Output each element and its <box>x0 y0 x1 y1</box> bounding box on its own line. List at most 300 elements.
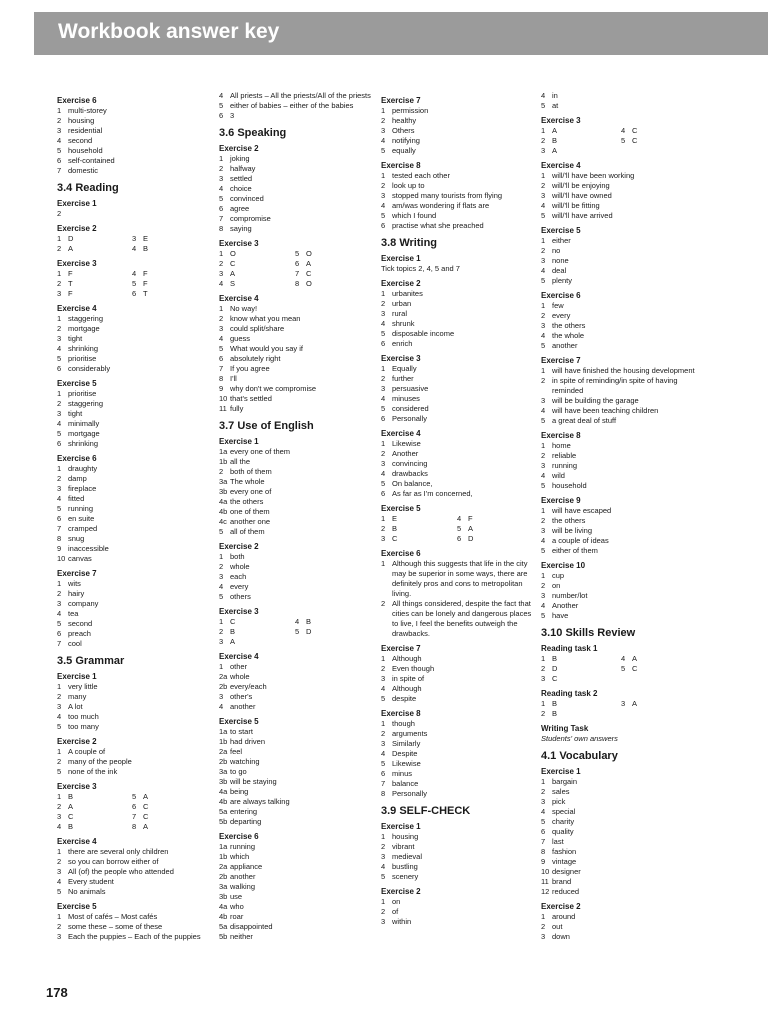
answer-line <box>219 224 371 234</box>
item-number: 3 <box>381 739 386 748</box>
answer-line <box>381 374 533 384</box>
answer-letter: A <box>306 259 312 268</box>
answer-letter: S <box>230 279 236 288</box>
answer-line <box>381 759 533 769</box>
item-number: 4 <box>219 279 224 288</box>
answer-pair <box>295 627 371 637</box>
answer-pair-row <box>57 822 207 832</box>
answer-line <box>57 364 207 374</box>
answer-pair <box>381 514 457 524</box>
answer-text: wild <box>552 471 565 480</box>
item-number: 2a <box>219 862 228 871</box>
answer-text: every/each <box>230 682 267 691</box>
answer-text: disposable income <box>392 329 455 338</box>
item-number: 1a <box>219 727 228 736</box>
item-number: 5b <box>219 817 228 826</box>
item-number: 4b <box>219 912 228 921</box>
answer-text: too much <box>68 712 99 721</box>
exercise-heading: Writing Task <box>541 724 589 733</box>
answer-line <box>57 324 207 334</box>
item-number: 6 <box>457 534 462 543</box>
item-number: 4 <box>381 684 386 693</box>
item-number: 3 <box>381 191 386 200</box>
item-number: 3 <box>381 534 386 543</box>
answer-text: stopped many tourists from flying <box>392 191 503 200</box>
answer-text: another <box>230 872 256 881</box>
answer-line <box>541 546 701 556</box>
item-number: 7 <box>57 639 62 648</box>
item-number: 2 <box>381 664 386 673</box>
item-number: 5 <box>381 146 386 155</box>
answer-text: medieval <box>392 852 423 861</box>
answer-pair <box>132 244 207 254</box>
item-number: 5 <box>57 619 62 628</box>
answer-line <box>381 211 533 221</box>
answer-line <box>541 256 701 266</box>
item-number: 4 <box>541 91 546 100</box>
answer-line <box>57 334 207 344</box>
item-number: 2 <box>541 787 546 796</box>
answer-text: will/'ll have arrived <box>552 211 613 220</box>
answer-text: residential <box>68 126 103 135</box>
item-number: 4b <box>219 507 228 516</box>
answer-line <box>219 91 371 101</box>
answer-text: some these – some of these <box>68 922 163 931</box>
answer-text: second <box>68 136 93 145</box>
item-number: 2 <box>541 709 546 718</box>
answer-line <box>541 236 701 246</box>
item-number: 3 <box>541 674 546 683</box>
answer-text: choice <box>230 184 252 193</box>
answer-line <box>57 639 207 649</box>
item-number: 4 <box>457 514 462 523</box>
answer-line <box>219 204 371 214</box>
answer-letter: B <box>552 136 558 145</box>
answer-text: another <box>552 341 578 350</box>
answer-line <box>381 404 533 414</box>
answer-text: balance <box>392 779 419 788</box>
item-number: 4 <box>57 419 62 428</box>
answer-line <box>541 246 701 256</box>
answer-pair <box>132 269 207 279</box>
answer-letter: B <box>392 524 398 533</box>
exercise-heading: Exercise 4 <box>57 304 97 313</box>
item-number: 4 <box>621 654 626 663</box>
answer-line <box>381 694 533 704</box>
answer-line <box>57 579 207 589</box>
item-number: 5 <box>541 481 546 490</box>
answer-pair-row <box>219 617 371 627</box>
answer-line <box>219 497 371 507</box>
answer-letter: D <box>552 664 558 673</box>
answer-letter: O <box>306 249 312 258</box>
answer-pair <box>381 524 457 534</box>
answer-pair <box>57 269 132 279</box>
item-number: 7 <box>132 812 137 821</box>
item-number: 5 <box>541 611 546 620</box>
answer-line <box>57 514 207 524</box>
item-number: 2 <box>219 259 224 268</box>
answer-pair-row <box>381 534 533 544</box>
item-number: 4 <box>219 702 224 711</box>
item-number: 6 <box>219 354 224 363</box>
answer-text: roar <box>230 912 244 921</box>
answer-pair-row <box>57 244 207 254</box>
answer-text: housing <box>392 832 419 841</box>
exercise-heading: Exercise 2 <box>381 887 421 896</box>
item-number: 3 <box>541 461 546 470</box>
answer-text: the whole <box>552 331 585 340</box>
item-number: 2 <box>381 374 386 383</box>
section-heading: 3.5 Grammar <box>57 655 125 667</box>
answer-line <box>219 912 371 922</box>
answer-line <box>57 722 207 732</box>
answer-pair <box>219 637 295 647</box>
item-number: 3 <box>541 396 546 405</box>
item-number: 4 <box>381 136 386 145</box>
answer-line <box>381 309 533 319</box>
answer-line <box>57 399 207 409</box>
answer-line <box>219 747 371 757</box>
answer-line <box>219 672 371 682</box>
item-number: 3 <box>219 324 224 333</box>
answer-line <box>381 469 533 479</box>
item-number: 4 <box>381 394 386 403</box>
answer-line <box>57 484 207 494</box>
item-number: 1 <box>57 106 62 115</box>
exercise-heading: Exercise 5 <box>541 226 581 235</box>
answer-pair <box>541 126 621 136</box>
answer-text: the others <box>552 321 586 330</box>
answer-line <box>381 191 533 201</box>
item-number: 3 <box>57 126 62 135</box>
answer-text: fireplace <box>68 484 97 493</box>
answer-letter: A <box>143 792 149 801</box>
item-number: 1 <box>57 464 62 473</box>
answer-line <box>381 449 533 459</box>
answer-text: in spite of <box>392 674 425 683</box>
answer-letter: D <box>68 234 74 243</box>
answer-text: every one of them <box>230 447 291 456</box>
answer-line <box>219 457 371 467</box>
answer-line <box>57 474 207 484</box>
answer-text: rural <box>392 309 408 318</box>
item-number: 5 <box>57 887 62 896</box>
exercise-heading: Exercise 2 <box>57 737 97 746</box>
answer-text: What would you say if <box>230 344 303 353</box>
answer-pair <box>132 792 207 802</box>
answer-line <box>541 506 701 516</box>
answer-text: convinced <box>230 194 264 203</box>
answer-line <box>57 912 207 922</box>
answer-text: en suite <box>68 514 95 523</box>
item-number: 5 <box>295 627 300 636</box>
answer-line <box>381 654 533 664</box>
answer-line <box>219 527 371 537</box>
item-number: 3 <box>381 674 386 683</box>
answer-text: The whole <box>230 477 265 486</box>
item-number: 3 <box>541 526 546 535</box>
answer-line <box>381 832 533 842</box>
exercise-heading: Exercise 10 <box>541 561 586 570</box>
answer-text: both of them <box>230 467 272 476</box>
item-number: 6 <box>381 489 386 498</box>
answer-pair <box>295 249 371 259</box>
exercise-heading: Exercise 3 <box>541 116 581 125</box>
item-number: 4b <box>219 797 228 806</box>
exercise-heading: Exercise 1 <box>57 672 97 681</box>
answer-line <box>381 684 533 694</box>
item-number: 1 <box>541 571 546 580</box>
answer-text: to start <box>230 727 253 736</box>
answer-pair-row <box>219 249 371 259</box>
answer-line <box>219 101 371 111</box>
answer-line <box>381 364 533 374</box>
answer-line <box>541 311 701 321</box>
answer-line <box>381 729 533 739</box>
answer-line <box>541 922 701 932</box>
answer-pair-row <box>381 524 533 534</box>
header-bar <box>34 12 768 55</box>
answer-line <box>381 852 533 862</box>
answer-line <box>381 907 533 917</box>
answer-letter: C <box>143 802 149 811</box>
answer-text: another <box>230 702 256 711</box>
answer-text: guess <box>230 334 251 343</box>
answer-pair-row <box>57 234 207 244</box>
answer-line <box>219 174 371 184</box>
answer-line <box>541 451 701 461</box>
answer-line <box>219 214 371 224</box>
item-number: 2 <box>381 449 386 458</box>
answer-text: minimally <box>68 419 100 428</box>
item-number: 2b <box>219 872 228 881</box>
answer-text: many of the people <box>68 757 132 766</box>
item-number: 9 <box>57 544 62 553</box>
item-number: 5 <box>219 194 224 203</box>
answer-line <box>381 897 533 907</box>
answer-text: settled <box>230 174 253 183</box>
answer-pair <box>621 709 701 719</box>
answer-text: Every student <box>68 877 114 886</box>
answer-line <box>219 662 371 672</box>
answer-pair-row <box>541 126 701 136</box>
item-number: 9 <box>219 384 224 393</box>
item-number: 2 <box>219 627 224 636</box>
answer-line <box>57 747 207 757</box>
answer-line <box>381 779 533 789</box>
item-number: 1 <box>219 617 224 626</box>
item-number: 6 <box>381 414 386 423</box>
item-number: 4 <box>381 749 386 758</box>
answer-letter: F <box>68 289 73 298</box>
answer-pair <box>57 822 132 832</box>
item-number: 4 <box>541 266 546 275</box>
answer-text: housing <box>68 116 95 125</box>
answer-text: many <box>68 692 87 701</box>
answer-text: either of babies – either of the babies <box>230 101 354 110</box>
answer-text: home <box>552 441 571 450</box>
answer-text: absolutely right <box>230 354 281 363</box>
answer-text: inaccessible <box>68 544 109 553</box>
item-number: 1 <box>541 126 546 135</box>
answer-text: that's settled <box>230 394 272 403</box>
answer-line <box>541 827 701 837</box>
item-number: 2a <box>219 747 228 756</box>
answer-text: will have finished the housing development <box>552 366 695 375</box>
item-number: 5 <box>219 344 224 353</box>
exercise-heading: Exercise 2 <box>57 224 97 233</box>
answer-text: departing <box>230 817 262 826</box>
answer-line <box>219 862 371 872</box>
exercise-heading: Exercise 8 <box>381 161 421 170</box>
answer-text: shrunk <box>392 319 415 328</box>
answer-line <box>541 181 701 191</box>
item-number: 3 <box>541 191 546 200</box>
item-number: 7 <box>541 837 546 846</box>
answer-text: running <box>230 842 256 851</box>
answer-text: agree <box>230 204 250 213</box>
exercise-heading: Exercise 3 <box>57 259 97 268</box>
item-number: 6 <box>57 439 62 448</box>
answer-line <box>219 892 371 902</box>
exercise-heading: Exercise 5 <box>57 902 97 911</box>
exercise-heading: Exercise 2 <box>381 279 421 288</box>
item-number: 4 <box>57 822 62 831</box>
answer-text: around <box>552 912 576 921</box>
item-number: 5b <box>219 932 228 941</box>
answer-line <box>381 319 533 329</box>
section-heading: 3.9 SELF-CHECK <box>381 805 471 817</box>
answer-text: are always talking <box>230 797 290 806</box>
answer-line <box>219 817 371 827</box>
exercise-heading: Exercise 7 <box>541 356 581 365</box>
item-number: 4 <box>381 319 386 328</box>
answer-text: vintage <box>552 857 577 866</box>
answer-line <box>57 932 207 942</box>
answer-line <box>219 194 371 204</box>
answer-text: minuses <box>392 394 420 403</box>
section-heading: 3.6 Speaking <box>219 127 287 139</box>
item-number: 3 <box>541 591 546 600</box>
page-number: 178 <box>46 985 68 1000</box>
answer-text: which <box>230 852 250 861</box>
answer-line <box>57 156 207 166</box>
answer-column-1 <box>57 91 207 942</box>
answer-column-2 <box>219 91 371 942</box>
answer-pair <box>621 136 701 146</box>
answer-pair <box>132 822 207 832</box>
answer-text: domestic <box>68 166 99 175</box>
item-number: 2 <box>541 581 546 590</box>
answer-text: I'll <box>230 374 237 383</box>
answer-line <box>381 299 533 309</box>
answer-line <box>219 807 371 817</box>
answer-pair <box>295 637 371 647</box>
item-number: 2b <box>219 757 228 766</box>
answer-line <box>57 439 207 449</box>
answer-letter: C <box>632 126 638 135</box>
answer-line <box>381 674 533 684</box>
item-number: 5 <box>381 872 386 881</box>
item-number: 6 <box>132 289 137 298</box>
answer-line <box>219 324 371 334</box>
answer-text: Most of cafés – Most cafés <box>68 912 158 921</box>
answer-line <box>219 184 371 194</box>
answer-line <box>381 116 533 126</box>
answer-text: shrinking <box>68 439 99 448</box>
exercise-heading: Exercise 1 <box>57 199 97 208</box>
item-number: 5 <box>541 817 546 826</box>
answer-letter: A <box>552 126 558 135</box>
answer-text: mortgage <box>68 429 100 438</box>
answer-line <box>541 611 701 621</box>
answer-text: sales <box>552 787 570 796</box>
item-number: 3 <box>219 637 224 646</box>
item-number: 2 <box>57 802 62 811</box>
answer-text: Equally <box>392 364 417 373</box>
item-number: 6 <box>132 802 137 811</box>
answer-text: am/was wondering if flats are <box>392 201 490 210</box>
answer-text: will/'ll be fitting <box>552 201 600 210</box>
item-number: 3 <box>381 126 386 135</box>
item-number: 8 <box>541 847 546 856</box>
answer-pair <box>57 289 132 299</box>
exercise-heading: Exercise 6 <box>57 96 97 105</box>
answer-text: will be living <box>552 526 593 535</box>
item-number: 1 <box>57 747 62 756</box>
item-number: 11 <box>541 877 549 886</box>
item-number: 3 <box>57 867 62 876</box>
item-number: 4 <box>381 469 386 478</box>
answer-line <box>541 441 701 451</box>
answer-note: Students' own answers <box>541 734 618 743</box>
item-number: 4 <box>541 471 546 480</box>
answer-line <box>219 164 371 174</box>
item-number: 2 <box>381 907 386 916</box>
item-number: 1 <box>381 654 386 663</box>
item-number: 8 <box>381 789 386 798</box>
answer-text: urbanites <box>392 289 423 298</box>
item-number: 1 <box>57 389 62 398</box>
answer-letter: T <box>68 279 73 288</box>
answer-line <box>541 837 701 847</box>
answer-line <box>541 777 701 787</box>
item-number: 1 <box>541 366 546 375</box>
answer-letter: C <box>68 812 74 821</box>
answer-line <box>219 154 371 164</box>
answer-text: All things considered, despite the fact that cities can be lonely and dangerous places to live, I feel the benefits outweigh the drawbacks. <box>392 599 532 638</box>
answer-pair <box>457 514 533 524</box>
answer-line <box>381 126 533 136</box>
item-number: 4 <box>57 494 62 503</box>
exercise-heading: Exercise 1 <box>381 254 421 263</box>
item-number: 2 <box>381 299 386 308</box>
answer-text: cup <box>552 571 565 580</box>
item-number: 5 <box>541 341 546 350</box>
answer-line <box>219 932 371 942</box>
answer-line <box>541 276 701 286</box>
item-number: 5 <box>57 146 62 155</box>
answer-pair <box>132 234 207 244</box>
answer-letter: A <box>552 146 558 155</box>
answer-text: convincing <box>392 459 428 468</box>
answer-line <box>57 682 207 692</box>
answer-text: have <box>552 611 569 620</box>
item-number: 4 <box>57 344 62 353</box>
answer-line <box>219 487 371 497</box>
answer-text: number/lot <box>552 591 588 600</box>
